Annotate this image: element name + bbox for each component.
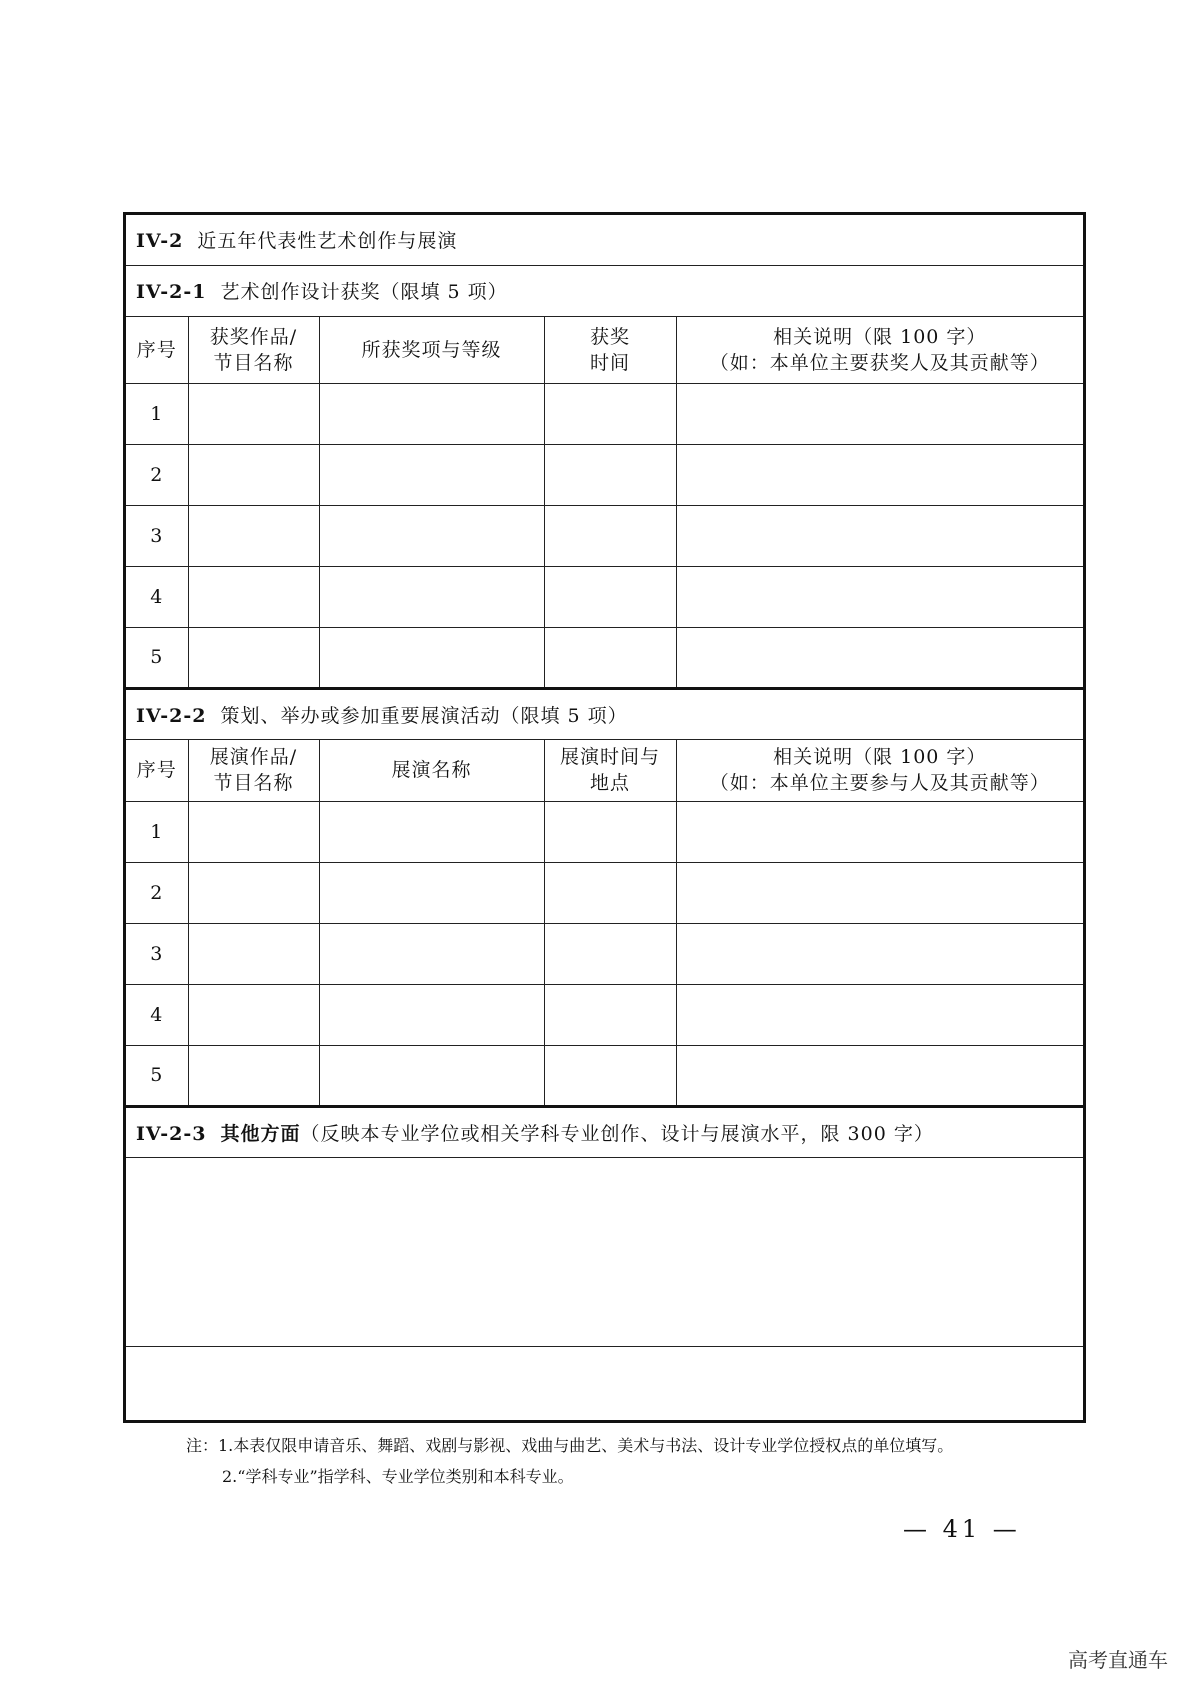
events-item-cell[interactable] xyxy=(319,801,544,862)
awards-header-row xyxy=(126,316,1083,383)
events-row-number: 3 xyxy=(126,923,188,984)
events-header-time-line1: 展演时间与 xyxy=(559,746,660,768)
awards-code: IV-2-1 xyxy=(136,281,207,303)
awards-item-cell[interactable] xyxy=(319,627,544,688)
awards-heading xyxy=(126,265,1083,316)
events-code: IV-2-2 xyxy=(136,704,207,727)
awards-time-cell[interactable] xyxy=(544,444,676,505)
events-header-desc-line2: （如：本单位主要参与人及其贡献等） xyxy=(709,772,1050,794)
awards-header-desc-line2: （如：本单位主要获奖人及其贡献等） xyxy=(709,351,1050,374)
awards-desc-cell[interactable] xyxy=(676,444,1083,505)
events-work-cell[interactable] xyxy=(188,801,319,862)
events-row-number: 1 xyxy=(126,801,188,862)
events-desc-cell[interactable] xyxy=(676,862,1083,923)
events-desc-cell[interactable] xyxy=(676,801,1083,862)
events-header-desc-line1: 相关说明（限 100 字） xyxy=(773,746,987,768)
awards-time-cell[interactable] xyxy=(544,383,676,444)
other-note: （反映本专业学位或相关学科专业创作、设计与展演水平，限 300 字） xyxy=(300,1122,934,1145)
awards-work-cell[interactable] xyxy=(188,383,319,444)
awards-header-time xyxy=(544,316,676,383)
awards-header-item: 所获奖项与等级 xyxy=(319,316,544,383)
events-item-cell[interactable] xyxy=(319,862,544,923)
page-number: — 41 — xyxy=(903,1515,1021,1543)
events-row xyxy=(126,801,1083,862)
other-text-area[interactable] xyxy=(126,1157,1083,1346)
events-time-cell[interactable] xyxy=(544,1045,676,1106)
events-heading xyxy=(126,688,1083,739)
awards-row xyxy=(126,444,1083,505)
form-grid xyxy=(126,215,1083,1347)
events-header-row xyxy=(126,739,1083,801)
awards-work-cell[interactable] xyxy=(188,627,319,688)
awards-work-cell[interactable] xyxy=(188,505,319,566)
awards-item-cell[interactable] xyxy=(319,566,544,627)
awards-desc-cell[interactable] xyxy=(676,383,1083,444)
awards-time-cell[interactable] xyxy=(544,505,676,566)
awards-desc-cell[interactable] xyxy=(676,627,1083,688)
watermark: 高考直通车 xyxy=(1068,1648,1168,1672)
awards-row xyxy=(126,566,1083,627)
awards-header-work xyxy=(188,316,319,383)
events-header-work xyxy=(188,739,319,801)
awards-row-number: 1 xyxy=(126,383,188,444)
awards-desc-cell[interactable] xyxy=(676,566,1083,627)
section-heading xyxy=(126,215,1083,265)
awards-note: （限填 5 项） xyxy=(380,281,508,303)
awards-row-number: 5 xyxy=(126,627,188,688)
events-row-number: 5 xyxy=(126,1045,188,1106)
events-desc-cell[interactable] xyxy=(676,923,1083,984)
awards-item-cell[interactable] xyxy=(319,505,544,566)
awards-row xyxy=(126,627,1083,688)
awards-work-cell[interactable] xyxy=(188,566,319,627)
awards-row xyxy=(126,383,1083,444)
awards-header-desc-line1: 相关说明（限 100 字） xyxy=(773,325,987,348)
events-work-cell[interactable] xyxy=(188,1045,319,1106)
events-header-desc xyxy=(676,739,1083,801)
awards-time-cell[interactable] xyxy=(544,566,676,627)
events-work-cell[interactable] xyxy=(188,923,319,984)
events-desc-cell[interactable] xyxy=(676,1045,1083,1106)
events-row-number: 2 xyxy=(126,862,188,923)
awards-row xyxy=(126,505,1083,566)
events-item-cell[interactable] xyxy=(319,984,544,1045)
events-header-time xyxy=(544,739,676,801)
awards-item-cell[interactable] xyxy=(319,383,544,444)
other-heading xyxy=(126,1106,1083,1157)
footnotes xyxy=(186,1430,953,1492)
events-row xyxy=(126,862,1083,923)
section-code: IV-2 xyxy=(136,230,184,253)
events-time-cell[interactable] xyxy=(544,862,676,923)
awards-header-desc xyxy=(676,316,1083,383)
events-title: 策划、举办或参加重要展演活动 xyxy=(220,704,501,727)
events-time-cell[interactable] xyxy=(544,801,676,862)
awards-item-cell[interactable] xyxy=(319,444,544,505)
events-time-cell[interactable] xyxy=(544,923,676,984)
events-header-no: 序号 xyxy=(126,739,188,801)
events-header-work-line2: 节目名称 xyxy=(213,772,294,794)
awards-row-number: 4 xyxy=(126,566,188,627)
awards-header-no: 序号 xyxy=(126,316,188,383)
awards-work-cell[interactable] xyxy=(188,444,319,505)
events-item-cell[interactable] xyxy=(319,923,544,984)
events-note: （限填 5 项） xyxy=(500,704,628,727)
awards-header-time-line1: 获奖 xyxy=(589,325,630,348)
awards-title: 艺术创作设计获奖 xyxy=(220,281,381,303)
awards-header-work-line2: 节目名称 xyxy=(213,351,294,374)
awards-header-work-line1: 获奖作品/ xyxy=(209,325,298,348)
footnote-1: 注：1.本表仅限申请音乐、舞蹈、戏剧与影视、戏曲与曲艺、美术与书法、设计专业学位授权点的单位填写。 xyxy=(186,1436,954,1455)
events-row xyxy=(126,1045,1083,1106)
events-time-cell[interactable] xyxy=(544,984,676,1045)
awards-header-time-line2: 时间 xyxy=(589,351,630,374)
awards-row-number: 3 xyxy=(126,505,188,566)
events-work-cell[interactable] xyxy=(188,862,319,923)
footnote-2: 2.“学科专业”指学科、专业学位类别和本科专业。 xyxy=(222,1467,574,1486)
events-header-item: 展演名称 xyxy=(319,739,544,801)
awards-row-number: 2 xyxy=(126,444,188,505)
events-desc-cell[interactable] xyxy=(676,984,1083,1045)
events-row-number: 4 xyxy=(126,984,188,1045)
events-row xyxy=(126,923,1083,984)
section-title: 近五年代表性艺术创作与展演 xyxy=(197,230,458,253)
events-header-time-line2: 地点 xyxy=(589,772,630,794)
other-code: IV-2-3 xyxy=(136,1122,207,1145)
events-row xyxy=(126,984,1083,1045)
awards-time-cell[interactable] xyxy=(544,627,676,688)
events-work-cell[interactable] xyxy=(188,984,319,1045)
events-header-work-line1: 展演作品/ xyxy=(209,746,298,768)
events-item-cell[interactable] xyxy=(319,1045,544,1106)
other-title: 其他方面 xyxy=(220,1122,301,1145)
form-table xyxy=(123,212,1086,1423)
awards-desc-cell[interactable] xyxy=(676,505,1083,566)
